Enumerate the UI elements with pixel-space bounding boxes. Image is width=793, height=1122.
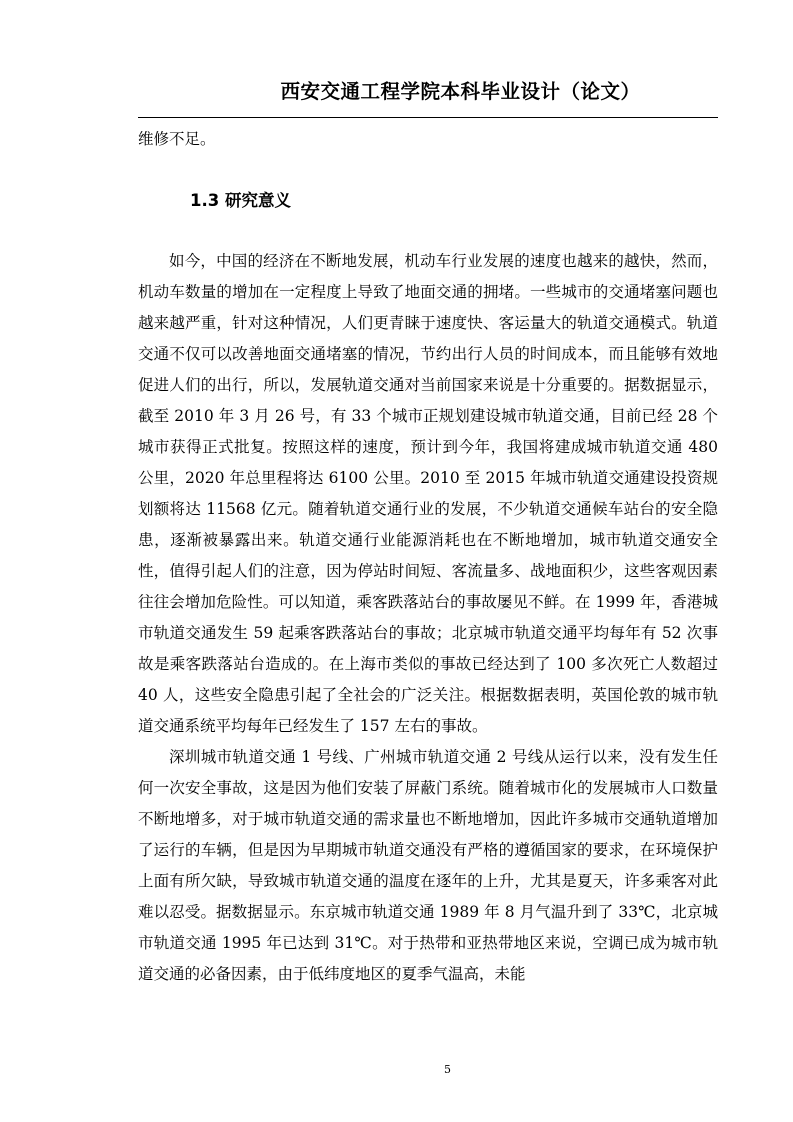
body-paragraph-2: 深圳城市轨道交通 1 号线、广州城市轨道交通 2 号线从运行以来，没有发生任何一次安全事故，这是因为他们安装了屏蔽门系统。随着城市化的发展城市人口数量不断地增多，对于城市轨道交通的需求量也不断地增加，因此许多城市交通轨道增加了运行的车辆，但是因为早期城市轨道交通没有严格的遵循国家的要求，在环境保护上面有所欠缺，导致城市轨道交通的温度在逐年的上升，尤其是夏天，许多乘客对此难以忍受。据数据显示。东京城市轨道交通 1989 年 8 月气温升到了 33℃，北京城市轨道交通 1995 年已达到 31℃。对于热带和亚热带地区来说，空调已成为城市轨道交通的必备因素，由于低纬度地区的夏季气温高，未能 (138, 748, 718, 983)
header-divider (138, 117, 718, 118)
continuation-text: 维修不足。 (138, 130, 216, 148)
page-number: 5 (444, 1063, 451, 1076)
page-body (138, 124, 718, 990)
header-title: 西安交通工程学院本科毕业设计（论文） (280, 80, 641, 103)
body-paragraph-1: 如今，中国的经济在不断地发展，机动车行业发展的速度也越来的越快，然而，机动车数量的增加在一定程度上导致了地面交通的拥堵。一些城市的交通堵塞问题也越来越严重，针对这种情况，人们更青睐于速度快、客运量大的轨道交通模式。轨道交通不仅可以改善地面交通堵塞的情况，节约出行人员的时间成本，而且能够有效地促进人们的出行，所以，发展轨道交通对当前国家来说是十分重要的。据数据显示，截至 2010 年 3 月 26 号，有 33 个城市正规划建设城市轨道交通，目前已经 28 个城市获得正式批复。按照这样的速度，预计到今年，我国将建成城市轨道交通 480 公里，2020 年总里程将达 6100 公里。2010 至 2015 年城市轨道交通建设投资规划额将达 11568 亿元。随着轨道交通行业的发展，不少轨道交通候车站台的安全隐患，逐渐被暴露出来。轨道交通行业能源消耗也在不断地增加，城市轨道交通安全性，值得引起人们的注意，因为停站时间短、客流量多、战地面积少，这些客观因素往往会增加危险性。可以知道，乘客跌落站台的事故屡见不鲜。在 1999 年，香港城市轨道交通发生 59 起乘客跌落站台的事故；北京城市轨道交通平均每年有 52 次事故是乘客跌落站台造成的。在上海市类似的事故已经达到了 100 多次死亡人数超过 40 人，这些安全隐患引起了全社会的广泛关注。根据数据表明，英国伦敦的城市轨道交通系统平均每年已经发生了 157 左右的事故。 (138, 252, 718, 735)
section-heading: 1.3 研究意义 (190, 191, 291, 210)
